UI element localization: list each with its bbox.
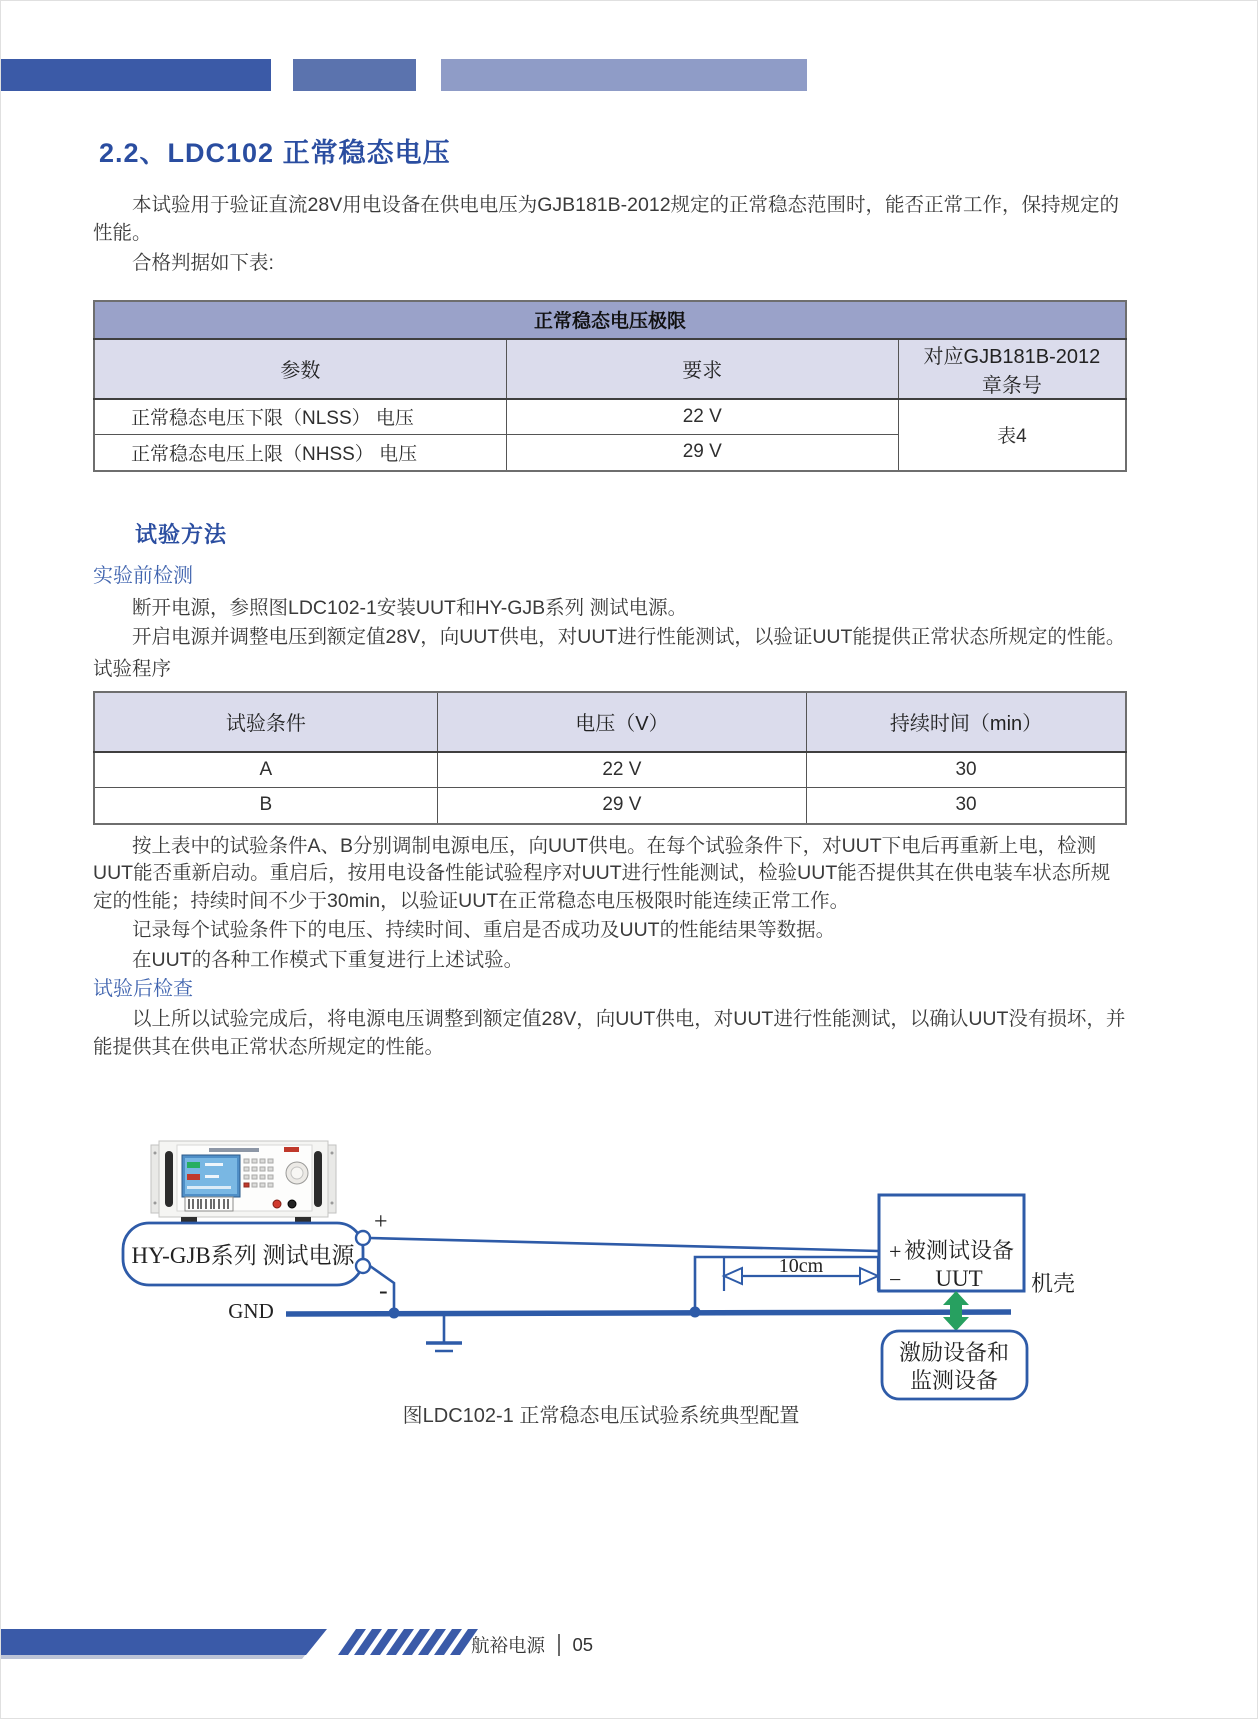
pre-check-label: 实验前检测 <box>93 564 193 587</box>
limit-row2-param: 正常稳态电压上限（NHSS） 电压 <box>94 435 506 471</box>
table-row <box>94 752 1126 788</box>
distance-label: 10cm <box>778 1255 824 1277</box>
chassis-label: 机壳 <box>1031 1271 1076 1296</box>
junction-dot <box>389 1308 400 1319</box>
distance-annotation <box>724 1255 878 1291</box>
proc-row1-condition: A <box>94 752 437 788</box>
limit-row1-req: 22 V <box>506 399 898 435</box>
proc-row2-voltage: 29 V <box>437 788 806 824</box>
post-check-label: 试验后检查 <box>93 978 193 1000</box>
proc-col-duration: 持续时间（min） <box>807 692 1126 752</box>
figure-caption: 图LDC102-1 正常稳态电压试验系统典型配置 <box>402 1405 800 1427</box>
record-paragraph: 记录每个试验条件下的电压、持续时间、重启是否成功及UUT的性能结果等数据。 <box>132 919 836 941</box>
footer-page-number: 05 <box>572 1634 594 1655</box>
post-check-paragraph: 以上所以试验完成后，将电源电压调整到额定值28V，向UUT供电，对UUT进行性能测试，以确认UUT没有损坏，并能提供其在供电正常状态所规定的性能。 <box>93 1008 1126 1058</box>
procedure-label: 试验程序 <box>93 657 172 680</box>
system-config-diagram <box>81 1131 1181 1416</box>
junction-dot <box>690 1307 701 1318</box>
monitor-label-line1: 激励设备和 <box>898 1340 1010 1365</box>
minus-terminal <box>356 1259 370 1273</box>
pre-check-step2: 开启电源并调整电压到额定值28V，向UUT供电，对UUT进行性能测试，以验证UUT能提供正常状态所规定的性能。 <box>132 626 1126 648</box>
uut-name-label: 被测试设备 <box>903 1238 1015 1263</box>
test-power-source-label: HY-GJB系列 测试电源 <box>131 1243 355 1268</box>
proc-row2-condition: B <box>94 788 437 824</box>
table-row <box>94 399 1126 435</box>
footer-band <box>1 1624 1258 1666</box>
plus-terminal <box>356 1231 370 1245</box>
limit-col-req: 要求 <box>506 339 898 399</box>
pre-check-step1: 断开电源，参照图LDC102-1安装UUT和HY-GJB系列 测试电源。 <box>132 596 688 619</box>
limit-table-caption-row <box>94 301 1126 339</box>
proc-col-voltage: 电压（V） <box>437 692 806 752</box>
proc-row1-duration: 30 <box>807 752 1126 788</box>
uut-minus-label: − <box>889 1267 902 1292</box>
power-supply-instrument-image <box>151 1141 336 1223</box>
diagram-svg <box>81 1131 1181 1416</box>
table-row <box>94 788 1126 824</box>
method-heading: 试验方法 <box>135 521 228 547</box>
monitor-label-line2: 监测设备 <box>909 1368 999 1393</box>
footer-text <box>471 1632 593 1658</box>
footer-brand: 航裕电源 <box>471 1635 546 1656</box>
proc-col-condition: 试验条件 <box>94 692 437 752</box>
uut-plus-label: + <box>889 1239 902 1264</box>
procedure-paragraph: 按上表中的试验条件A、B分别调制电源电压，向UUT供电。在每个试验条件下，对UUT下电后再重新上电，检测UUT能否重新启动。重启后，按用电设备性能试验程序对UUT进行性能测试，检验UUT能否提供其在供电装车状态所规定的性能；持续时间不少于30min，以验证UUT在正常稳态电压极限时能连续正常工作。 <box>93 834 1111 912</box>
proc-row1-voltage: 22 V <box>437 752 806 788</box>
uut-box <box>879 1195 1075 1296</box>
limit-table-header-row <box>94 339 1126 399</box>
limit-col-ref-line2: 章条号 <box>981 374 1042 397</box>
footer-stripes <box>338 1629 478 1655</box>
section-title: 2.2、LDC102 正常稳态电压 <box>99 138 451 168</box>
procedure-header-row <box>94 692 1126 752</box>
limit-table <box>93 300 1127 472</box>
footer-band-solid <box>1 1629 327 1655</box>
footer-divider <box>558 1634 560 1656</box>
limit-row1-param: 正常稳态电压下限（NLSS） 电压 <box>94 399 506 435</box>
monitor-equipment-box <box>882 1331 1027 1399</box>
limit-col-ref <box>898 339 1126 399</box>
repeat-paragraph: 在UUT的各种工作模式下重复进行上述试验。 <box>132 948 524 971</box>
limit-ref-cell: 表4 <box>898 399 1126 471</box>
uut-abbr-label: UUT <box>935 1266 983 1291</box>
proc-row2-duration: 30 <box>807 788 1126 824</box>
page-footer <box>1 1624 1258 1666</box>
intro-criteria-line: 合格判据如下表: <box>132 252 274 274</box>
limit-col-param: 参数 <box>94 339 506 399</box>
plus-terminal-label: + <box>374 1209 388 1235</box>
limit-row2-req: 29 V <box>506 435 898 471</box>
ground-symbol <box>426 1314 462 1351</box>
limit-table-caption: 正常稳态电压极限 <box>94 301 1126 339</box>
test-power-source-box <box>123 1209 388 1323</box>
minus-terminal-label: - <box>379 1276 388 1305</box>
content-column <box>93 1 1127 1061</box>
intro-paragraph: 本试验用于验证直流28V用电设备在供电电压为GJB181B-2012规定的正常稳态范围时，能否正常工作，保持规定的性能。 <box>93 194 1120 244</box>
gnd-label: GND <box>228 1299 274 1323</box>
procedure-table <box>93 691 1127 825</box>
limit-col-ref-line1: 对应GJB181B-2012 <box>923 345 1101 368</box>
